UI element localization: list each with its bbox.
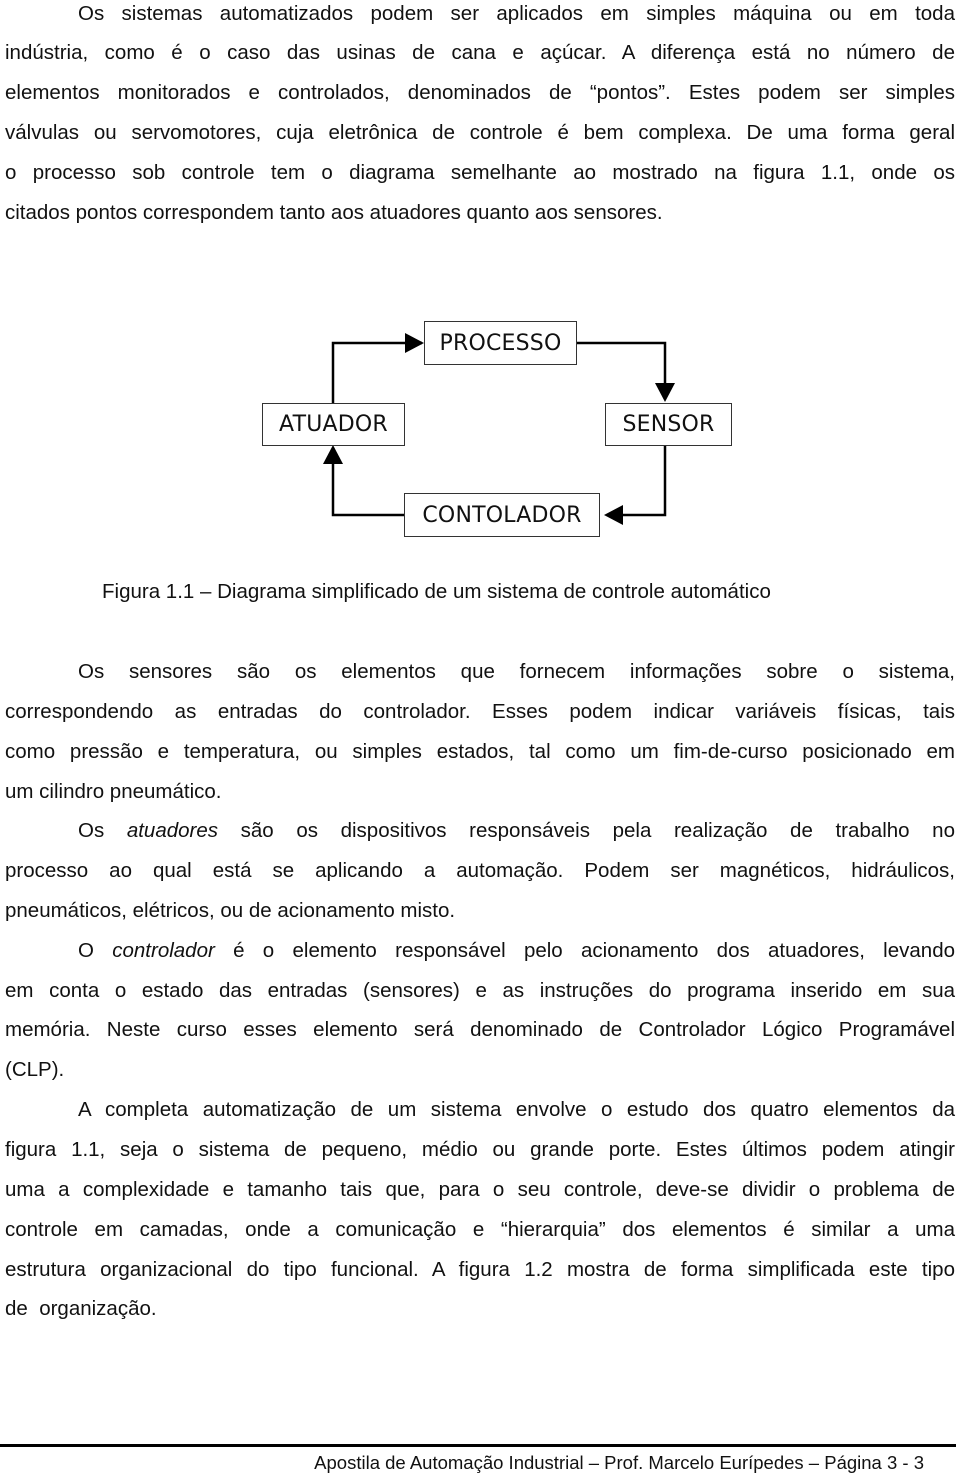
paragraph-line: uma a complexidade e tamanho tais que, para o seu controle, deve-se dividir o problema de	[5, 1178, 955, 1201]
arrow-controlador-to-atuador	[333, 462, 404, 515]
paragraph-line: Os sensores são os elementos que fornecem informações sobre o sistema,	[78, 660, 955, 683]
paragraph-line: pneumáticos, elétricos, ou de acionamento misto.	[5, 899, 456, 922]
text-span: são os dispositivos responsáveis pela realização de trabalho no	[218, 819, 955, 842]
arrowhead-sensor	[655, 383, 675, 402]
paragraph-line: processo ao qual está se aplicando a automação. Podem ser magnéticos, hidráulicos,	[5, 859, 955, 882]
paragraph-line: indústria, como é o caso das usinas de cana e açúcar. A diferença está no número de	[5, 41, 955, 64]
text-span: O	[78, 939, 113, 962]
arrowhead-controlador	[604, 505, 623, 525]
atuador-box: ATUADOR	[262, 403, 405, 446]
paragraph-line: válvulas ou servomotores, cuja eletrônica de controle é bem complexa. De uma forma geral	[5, 121, 955, 144]
paragraph-line: correspondendo as entradas do controlador. Esses podem indicar variáveis físicas, tais	[5, 700, 955, 723]
paragraph-line: memória. Neste curso esses elemento será denominado de Controlador Lógico Programável	[5, 1018, 955, 1041]
paragraph-line: Os sistemas automatizados podem ser aplicados em simples máquina ou em toda	[78, 2, 955, 25]
arrowhead-atuador	[323, 445, 343, 464]
paragraph-line: controle em camadas, onde a comunicação e “hierarquia” dos elementos é similar a uma	[5, 1218, 955, 1241]
paragraph-line	[78, 819, 955, 843]
arrow-atuador-to-processo	[333, 343, 422, 403]
footer-rule	[0, 1444, 956, 1447]
paragraph-line: (CLP).	[5, 1058, 65, 1081]
text-span: Os	[78, 819, 127, 842]
emphasis-term: atuadores	[126, 819, 219, 842]
text-span: é o elemento responsável pelo acionamento dos atuadores, levando	[214, 939, 955, 962]
controlador-box: CONTOLADOR	[404, 493, 600, 537]
arrow-sensor-to-controlador	[620, 446, 665, 515]
sensor-box: SENSOR	[605, 403, 732, 446]
arrow-processo-to-sensor	[577, 343, 665, 385]
diagram-arrows	[0, 0, 960, 560]
paragraph-line: de organização.	[5, 1297, 157, 1320]
paragraph-line: um cilindro pneumático.	[5, 780, 222, 803]
paragraph-line: elementos monitorados e controlados, denominados de “pontos”. Estes podem ser simples	[5, 81, 955, 104]
page-footer: Apostila de Automação Industrial – Prof. Marcelo Eurípedes – Página 3 - 3	[314, 1452, 924, 1473]
paragraph-line: como pressão e temperatura, ou simples estados, tal como um fim-de-curso posicionado em	[5, 740, 955, 763]
paragraph-line: em conta o estado das entradas (sensores) e as instruções do programa inserido em sua	[5, 979, 955, 1002]
paragraph-line: citados pontos correspondem tanto aos atuadores quanto aos sensores.	[5, 201, 663, 224]
paragraph-line: o processo sob controle tem o diagrama semelhante ao mostrado na figura 1.1, onde os	[5, 161, 955, 184]
processo-box: PROCESSO	[424, 321, 577, 365]
paragraph-line: figura 1.1, seja o sistema de pequeno, médio ou grande porte. Estes últimos podem atingir	[5, 1138, 955, 1161]
paragraph-line: A completa automatização de um sistema envolve o estudo dos quatro elementos da	[78, 1098, 955, 1121]
figure-caption: Figura 1.1 – Diagrama simplificado de um sistema de controle automático	[102, 580, 771, 603]
emphasis-term: controlador	[112, 939, 215, 962]
paragraph-line	[78, 939, 955, 963]
paragraph-line: estrutura organizacional do tipo funcional. A figura 1.2 mostra de forma simplificada este tipo	[5, 1258, 955, 1281]
arrowhead-processo	[405, 333, 424, 353]
